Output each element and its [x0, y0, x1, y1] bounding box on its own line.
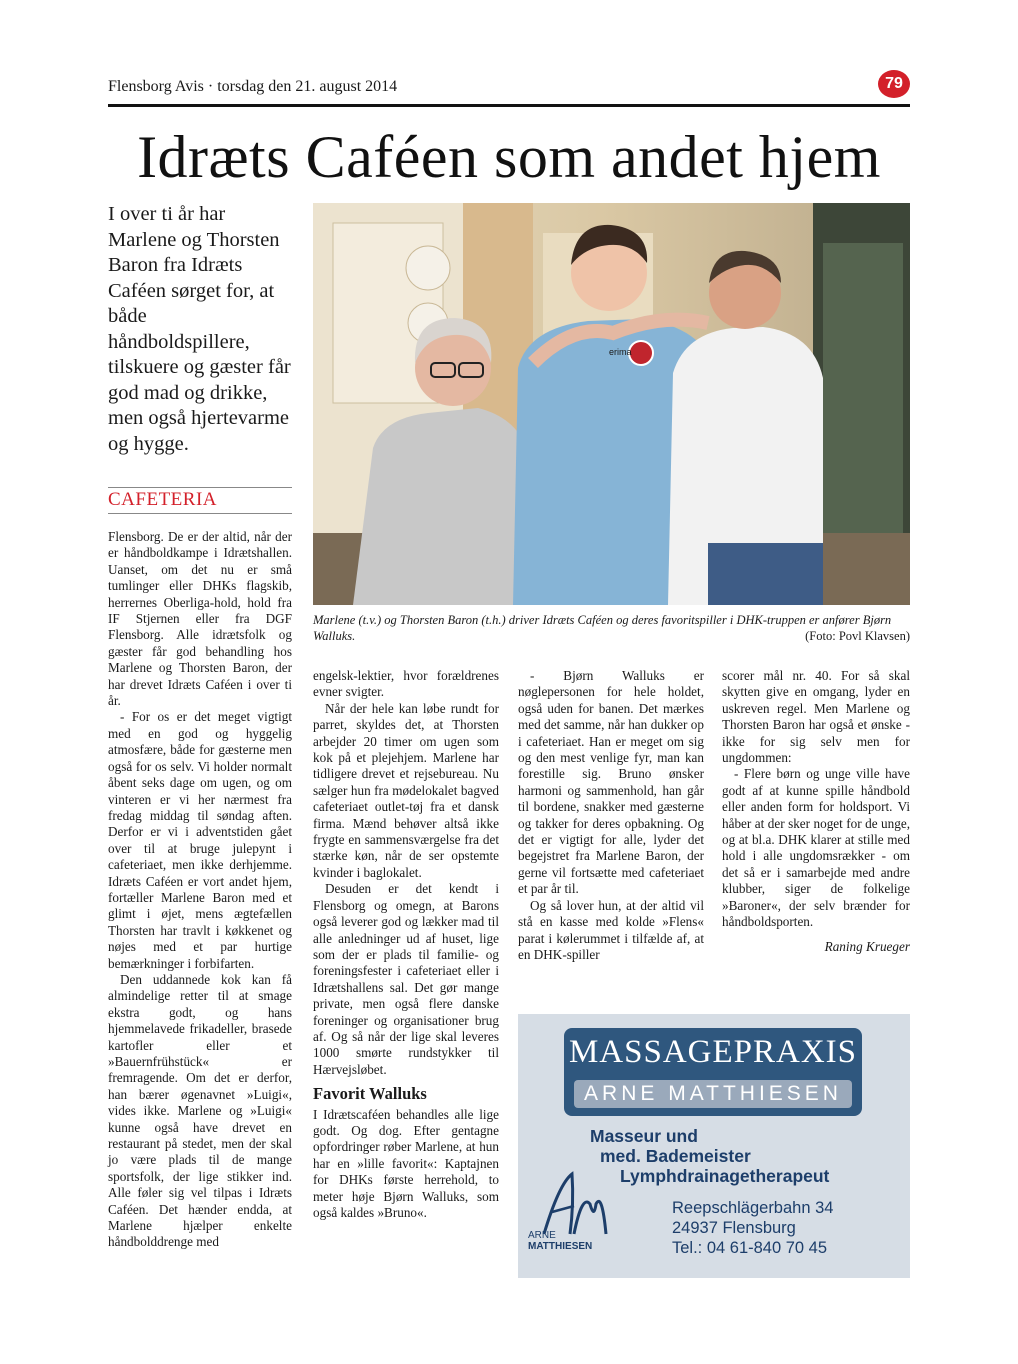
- article-column-1: [108, 529, 292, 1251]
- paragraph: - Bjørn Walluks er nøglepersonen for hele holdet, også uden for banen. Det mærkes med det samme, når han dukker op i cafeteriaet. Han er meget om sig og den mest venlige fyr, man kan forestille sig. Bruno ønsker harmoni og sammenhold, han går til bordene, snakker med gæsterne og takker for deres opbakning. Og det er vigtigt for alle, lyder det begejstret fra Marlene Baron, der gerne vil fortsætte med cafeteriaet et par år til.: [518, 668, 704, 897]
- ad-address-line: 24937 Flensburg: [672, 1219, 796, 1237]
- ad-logo-line: ARNE: [528, 1230, 556, 1241]
- paragraph: - Flere børn og unge ville have godt af at kunne spille håndbold eller anden form for holdsport. Vi håber at der sker noget for de unge, og at bl.a. DHK klarer at stille med hold i alle ungdomsrækker - om det så er i samarbejde med andre klubber, siger de folkelige »Baroner«, der selv brænder for håndboldsporten.: [722, 766, 910, 930]
- ad-phone: Tel.: 04 61-840 70 45: [672, 1239, 828, 1257]
- paragraph: Den uddannede kok kan få almindelige retter til at smage ekstra godt, og hans hjemmelavede frikadeller, brasede kartofler eller et »Bauernfrühstück« er fremragende. Om det er derfor, han bærer øgenavnet »Luigi«, vides ikke. Marlene og »Luigi« kunne også have drevet en restaurant på stedet, men der skal jo være plads til de mange sportsfolk, der lige stikker ind. Alle føler sig vel tilpas i Idræts Caféen. Det hænder endda, at Marlene hjælper enkelte håndbolddrenge med: [108, 971, 292, 1250]
- byline: Raning Krueger: [824, 938, 910, 954]
- photo-caption: [313, 612, 910, 644]
- ad-subtitle: ARNE MATTHIESEN: [574, 1080, 852, 1108]
- shirt-brand-text: erima: [609, 347, 632, 357]
- subheading: Favorit Walluks: [313, 1084, 427, 1104]
- ad-service-line: Masseur und: [590, 1126, 698, 1146]
- paragraph: - For os er det meget vigtigt med en god og hyggelig atmosfære, både for gæsterne men også for os selv. Vi holder normalt åbent seks dage om ugen, og om vinteren er vi her nærmest fra fredag middag til søndag aften. Derfor er vi i adventstiden gået over til at bruge julepynt i cafeteriaet, men ikke derhjemme. Idræts Caféen er vort andet hjem, fortæller Marlene Baron med et glimt i øjet, mens ægtefællen Thorsten har travlt i køkkenet og nøjes med et par hurtige bemærkninger i forbifarten.: [108, 709, 292, 971]
- ad-address-line: Reepschlägerbahn 34: [672, 1199, 834, 1217]
- caption-text: Marlene (t.v.) og Thorsten Baron (t.h.) driver Idræts Caféen og deres favoritspiller i DHK-truppen er anfører Bjørn Walluks.: [313, 613, 892, 643]
- ad-logo-text: [528, 1230, 592, 1252]
- headline: Idræts Caféen som andet hjem: [137, 124, 881, 190]
- ad-service-line: Lymphdrainagetherapeut: [620, 1166, 830, 1186]
- page-number-badge: 79: [878, 70, 910, 98]
- paragraph: I Idrætscaféen behandles alle lige godt. Og dog. Efter gentagne opfordringer røber Marlene, at hun har en »lille favorit«: Kaptajnen for DHKs første herrehold, to meter høje Bjørn Walluks, som også kaldes »Bruno«.: [313, 1106, 499, 1220]
- paragraph: engelsk-lektier, hvor forældrenes evner svigter.: [313, 668, 499, 700]
- ad-services: [590, 1126, 890, 1186]
- paragraph: Når der hele kan løbe rundt for parret, skyldes det, at Thorsten arbejder 20 timer om ugen som kok på et plejehjem. Marlene har tidligere drevet et rejsebureau. Nu sælger hun fra mødelokalet bagved cafeteriaet outlet-tøj fra et dansk firma. Mænd behøver altså ikke frygte en sammensværgelse fra det stærke køn, når de ser opstemte kvinder i baglokalet.: [313, 700, 499, 880]
- ad-banner: [564, 1028, 862, 1116]
- photo-illustration: [313, 203, 910, 605]
- paragraph: Desuden er det kendt i Flensborg og omegn, at Barons også leverer god og lækker mad til alle anledninger ud af huset, lige som der er plads til familie- og foreningsfester i cafeteriaet eller i Idrætshallens sal. Det gør mange private, men også flere danske foreninger og organisationer brug af. Og så når der lige skal leveres 1000 smørte rundstykker til Hærvejsløbet.: [313, 881, 499, 1077]
- article-column-3: [518, 668, 704, 963]
- lead-paragraph: I over ti år har Marlene og Thorsten Baron fra Idræts Caféen sørget for, at både håndboldspillere, tilskuere og gæster får god mad og drikke, men også hjertevarme og hygge.: [108, 203, 291, 455]
- top-rule: [108, 104, 910, 107]
- article-column-2: [313, 668, 499, 1221]
- advertisement: [518, 1014, 910, 1278]
- section-rule-top: [108, 487, 292, 488]
- section-rule-bottom: [108, 513, 292, 514]
- paragraph: Og så lover hun, at der altid vil stå en kasse med kolde »Flens« parat i kølerummet i tilfælde af, at en DHK-spiller: [518, 897, 704, 962]
- paragraph: scorer mål nr. 40. For så skal skytten give en omgang, lyder en uskreven regel. Men Marlene og Thorsten Baron har også et ønske - ikke for sig selv men for ungdommen:: [722, 668, 910, 766]
- ad-logo-line: MATTHIESEN: [528, 1241, 593, 1252]
- photo-credit: (Foto: Povl Klavsen): [805, 629, 910, 643]
- ad-service-line: med. Bademeister: [600, 1146, 751, 1166]
- ad-address: [672, 1198, 833, 1258]
- paragraph: Flensborg. De er der altid, når der er håndboldkampe i Idrætshallen. Uanset, om det nu er små tumlinger eller DHKs flagskib, herrernes Oberliga-hold, hold fra IF Stjernen eller fra DGF Flensborg. Alle idrætsfolk og gæster får god behandling hos Marlene og Thorsten Baron, der har drevet Idræts Caféen i over ti år.: [108, 529, 292, 709]
- article-photo: [313, 203, 910, 605]
- article-column-4: [722, 668, 910, 955]
- masthead: Flensborg Avis · torsdag den 21. august 2014: [108, 78, 398, 95]
- section-label: CAFETERIA: [108, 489, 217, 510]
- ad-title: MASSAGEPRAXIS: [568, 1034, 858, 1070]
